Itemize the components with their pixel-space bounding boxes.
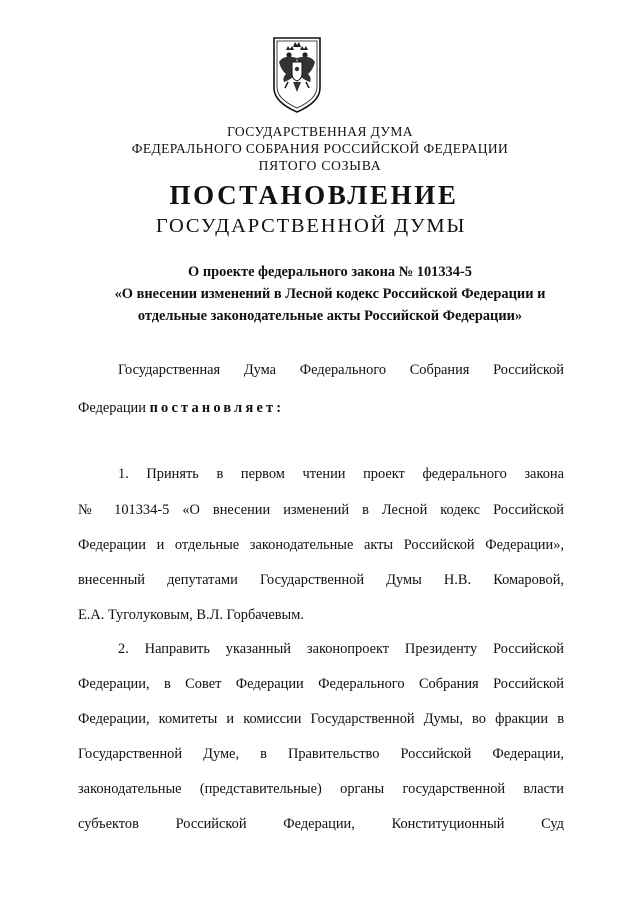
preamble-line-1: Государственная Дума Федерального Собрания Российской (118, 362, 564, 378)
item2-line-3: Федерации, комитеты и комиссии Государственной Думы, во фракции в (78, 711, 564, 727)
document-issuer-heading: ГОСУДАРСТВЕННОЙ ДУМЫ (155, 215, 467, 237)
decree-word: постановляет: (149, 400, 285, 416)
item2-line-1: 2. Направить указанный законопроект Президенту Российской (118, 641, 564, 657)
item2-line-5: законодательные (представительные) органы государственной власти (78, 781, 564, 797)
preamble-line-2 (78, 400, 564, 417)
coat-of-arms-emblem (272, 36, 322, 114)
preamble-text: Федерации (78, 400, 150, 416)
subject-line-3: отдельные законодательные акты Российской Федерации» (137, 308, 523, 324)
org-line-3: ПЯТОГО СОЗЫВА (258, 158, 382, 173)
item2-line-6: субъектов Российской Федерации, Конституционный Суд (78, 816, 564, 832)
subject-line-1: О проекте федерального закона № 101334-5 (188, 264, 472, 280)
document-type-heading: ПОСТАНОВЛЕНИЕ (169, 180, 459, 210)
item2-line-4: Государственной Думе, в Правительство Российской Федерации, (78, 746, 564, 762)
item1-line-5: Е.А. Туголуковым, В.Л. Горбачевым. (78, 607, 304, 623)
item1-line-2: № 101334-5 «О внесении изменений в Лесной кодекс Российской (78, 502, 564, 518)
item1-line-4: внесенный депутатами Государственной Думы Н.В. Комаровой, (78, 572, 564, 588)
item1-line-1: 1. Принять в первом чтении проект федерального закона (118, 466, 564, 482)
subject-line-2: «О внесении изменений в Лесной кодекс Российской Федерации и (114, 286, 546, 302)
item2-line-2: Федерации, в Совет Федерации Федерального Собрания Российской (78, 676, 564, 692)
item1-line-3: Федерации и отдельные законодательные акты Российской Федерации», (78, 537, 564, 553)
org-line-2: ФЕДЕРАЛЬНОГО СОБРАНИЯ РОССИЙСКОЙ ФЕДЕРАЦИИ (131, 141, 509, 156)
org-line-1: ГОСУДАРСТВЕННАЯ ДУМА (227, 124, 413, 139)
